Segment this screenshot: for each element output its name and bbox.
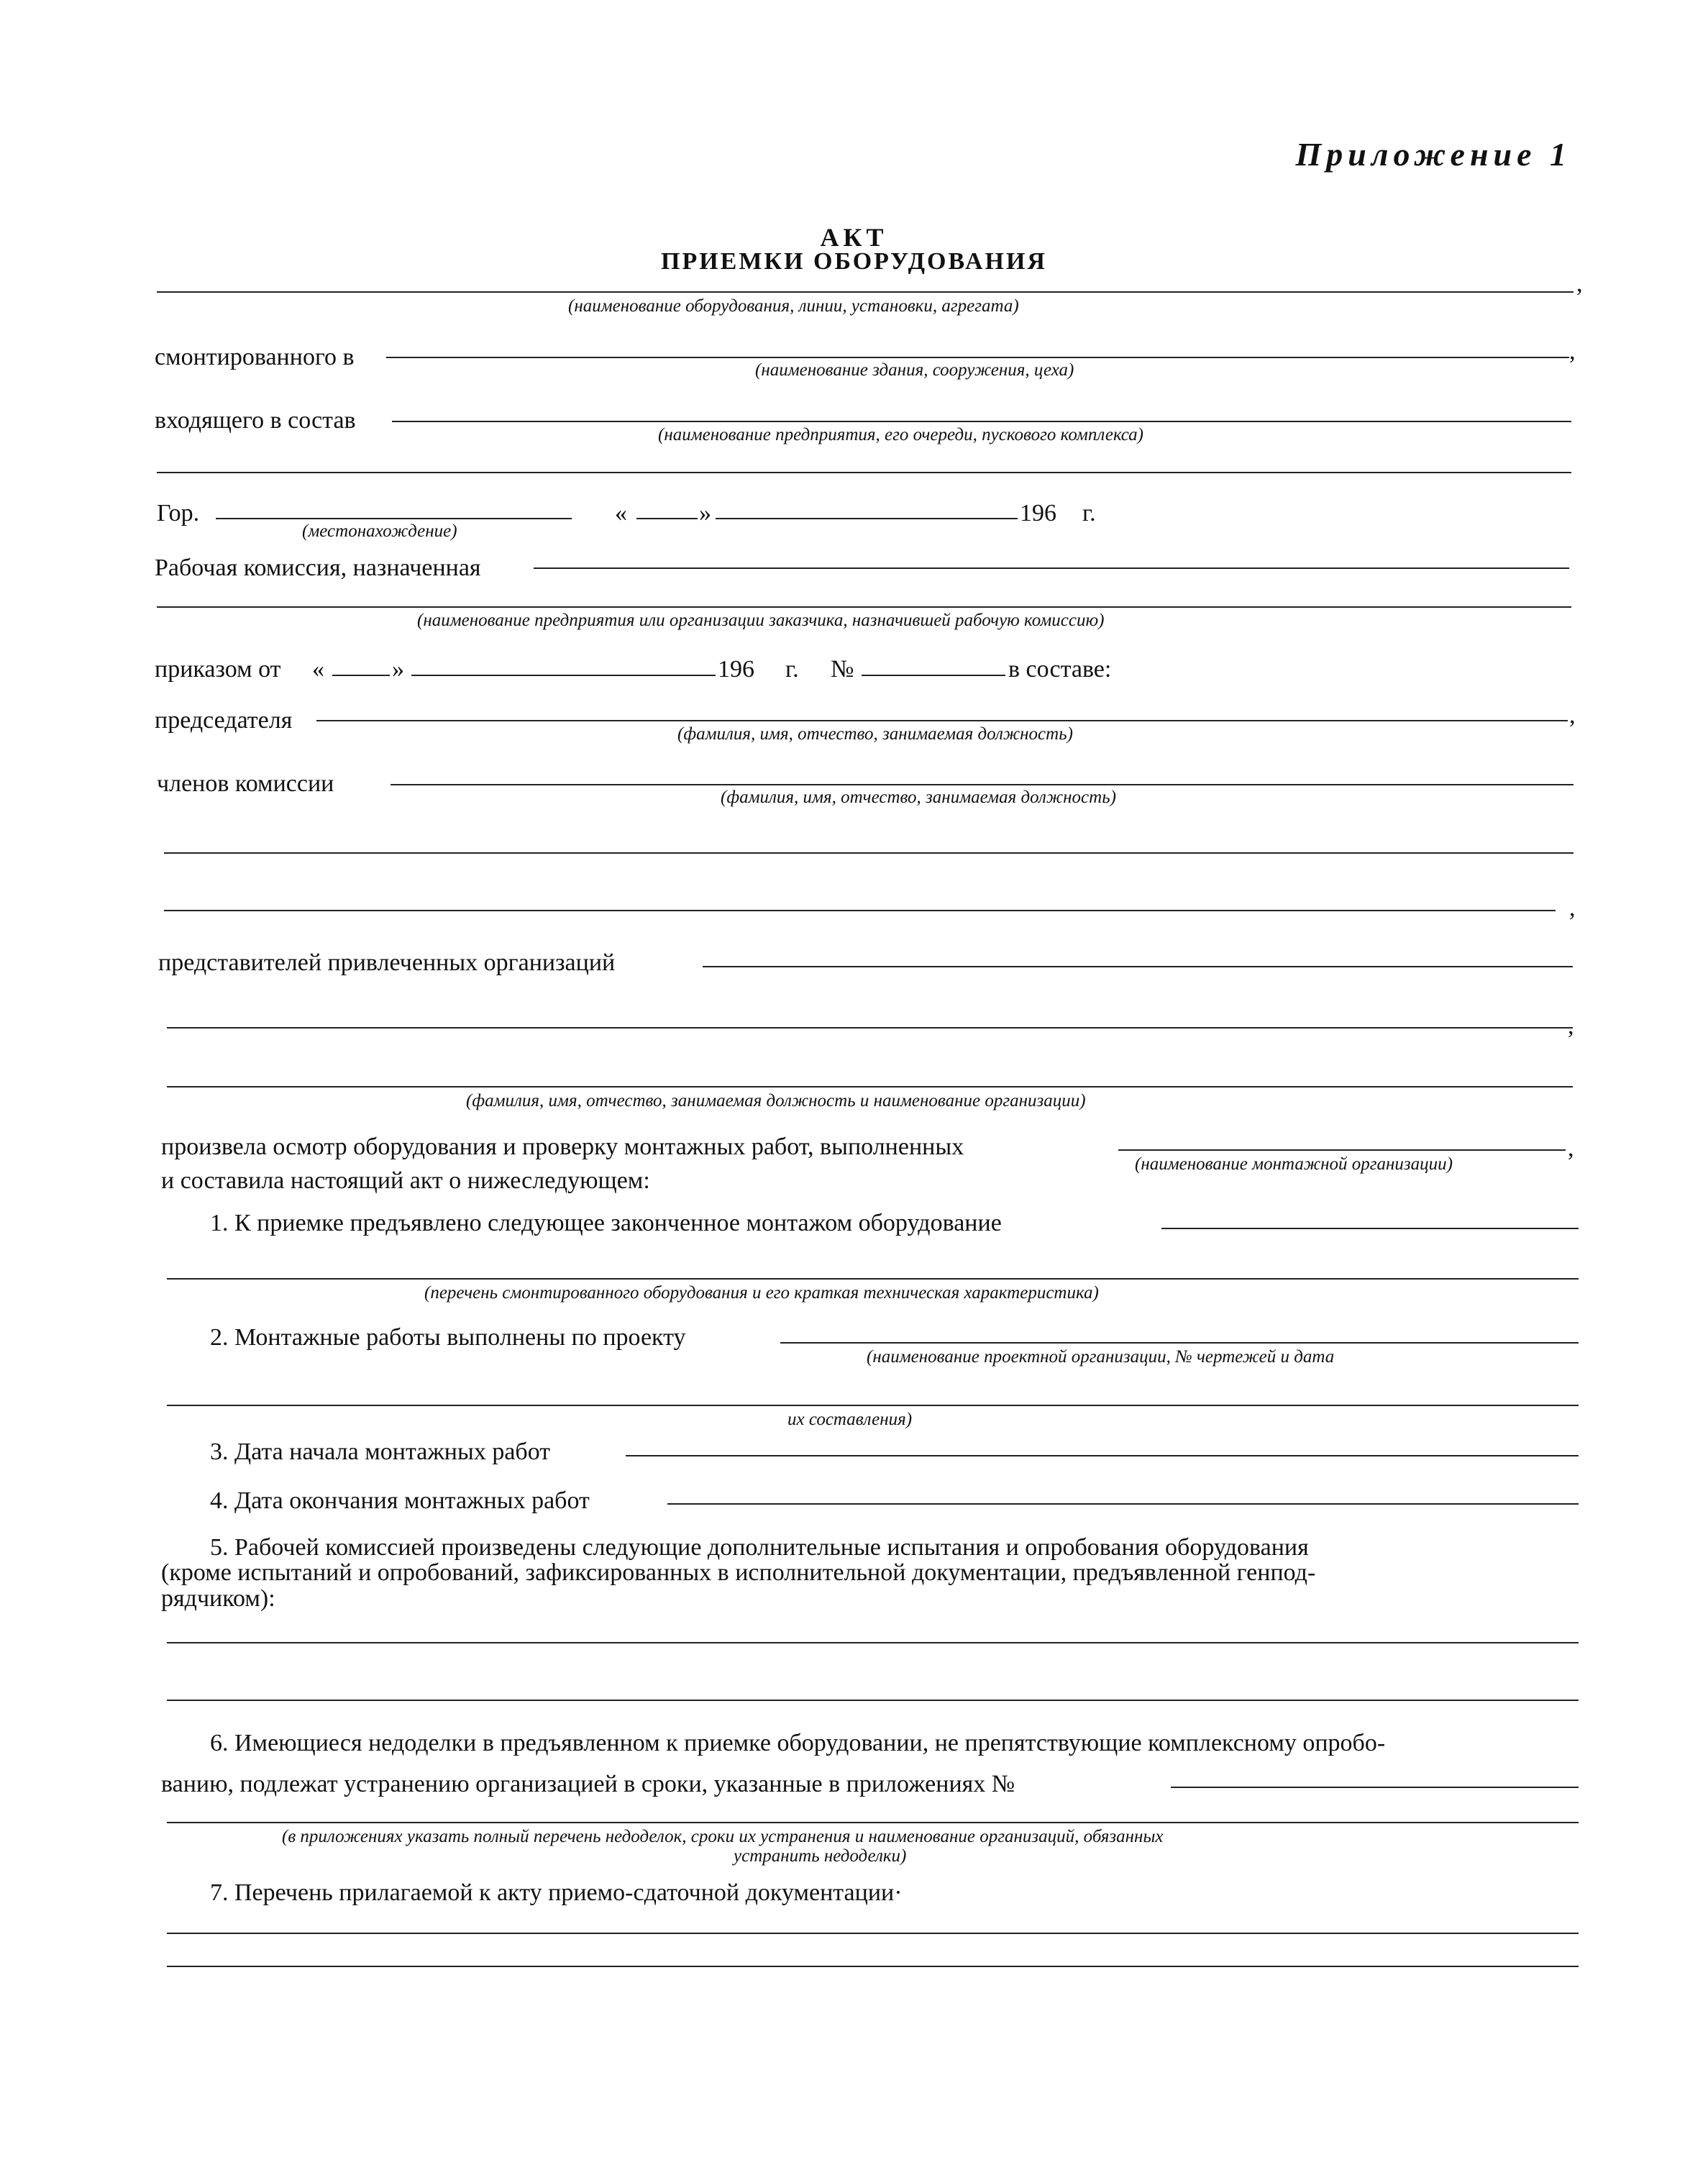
comma: , [1576,270,1583,297]
appendix-label: Приложение 1 [1295,136,1571,173]
order-year-prefix: 196 [718,656,754,683]
item-6-text-1: 6. Имеющиеся недоделки в предъявленном к приемке оборудовании, не препятствующие комплексному опробо- [210,1730,1386,1756]
item-1-line-2 [167,1278,1579,1280]
members-line-3 [164,910,1556,911]
item-7-line-2 [167,1966,1579,1967]
month-line [716,518,1018,519]
composition-label: в составе: [1008,656,1112,683]
item-7-line [167,1933,1579,1934]
comma: , [1569,895,1576,921]
chairman-label: председателя [155,707,293,734]
order-day-line [332,675,390,676]
order-year-suffix: г. [785,656,799,683]
installer-line [1118,1149,1566,1151]
building-line [386,357,1569,358]
members-caption: (фамилия, имя, отчество, занимаемая должность) [721,788,1116,807]
installer-caption: (наименование монтажной организации) [1135,1154,1453,1174]
customer-caption: (наименование предприятия или организации заказчика, назначившей рабочую комиссию) [417,611,1105,630]
building-caption: (наименование здания, сооружения, цеха) [755,360,1074,380]
members-line [391,784,1574,785]
inspected-text: произвела осмотр оборудования и проверку монтажных работ, выполненных [161,1134,964,1160]
item-5-text-2: (кроме испытаний и опробований, зафиксированных в исполнительной документации, предъявленной генпод- [161,1559,1316,1586]
chairman-caption: (фамилия, имя, отчество, занимаемая должность) [677,724,1073,744]
drew-up-text: и составила настоящий акт о нижеследующем: [161,1167,650,1194]
chairman-line [316,720,1568,721]
location-caption: (местонахождение) [302,521,457,541]
city-line [216,518,572,519]
day-line [636,518,698,519]
item-3-line [626,1455,1579,1456]
representatives-line-2 [167,1027,1573,1029]
comma: , [1569,702,1576,729]
item-6-line [1171,1787,1579,1788]
comma: , [1568,1135,1574,1162]
order-month-line [411,675,716,676]
defects-caption-2: устранить недоделки) [734,1846,907,1866]
quote-close: » [392,656,404,683]
enterprise-line [392,421,1571,422]
equipment-list-caption: (перечень смонтированного оборудования и его краткая техническая характеристика) [424,1283,1099,1303]
defects-caption-1: (в приложениях указать полный перечень недоделок, сроки их устранения и наименование организаций, обязанных [282,1827,1164,1846]
item-4-line [667,1503,1579,1505]
commission-line [534,567,1569,569]
enterprise-caption: (наименование предприятия, его очереди, пускового комплекса) [658,425,1143,444]
mounted-in-label: смонтированного в [155,344,355,370]
item-5-text-3: рядчиком): [161,1585,275,1612]
item-3-text: 3. Дата начала монтажных работ [210,1438,551,1465]
order-label: приказом от [155,656,281,683]
members-line-2 [164,852,1574,854]
item-1-text: 1. К приемке предъявлено следующее законченное монтажом оборудование [210,1210,1002,1236]
act-title: АКТ [820,223,888,252]
representatives-label: представителей привлеченных организаций [158,949,616,976]
act-subtitle: ПРИЕМКИ ОБОРУДОВАНИЯ [661,248,1047,275]
project-caption-1: (наименование проектной организации, № чертежей и дата [867,1347,1335,1367]
item-5-text-1: 5. Рабочей комиссией произведены следующие дополнительные испытания и опробования оборудования [210,1534,1309,1561]
representatives-caption: (фамилия, имя, отчество, занимаемая должность и наименование организации) [466,1091,1086,1111]
city-label: Гор. [157,500,200,526]
enterprise-line-2 [157,472,1571,473]
item-2-line [780,1342,1579,1344]
item-2-text: 2. Монтажные работы выполнены по проекту [210,1324,686,1351]
customer-line [157,606,1571,608]
year-suffix: г. [1082,500,1096,526]
equipment-name-line [157,291,1574,293]
quote-open: « [615,500,627,526]
part-of-label: входящего в состав [155,407,356,434]
comma: , [1568,1013,1574,1039]
equipment-caption: (наименование оборудования, линии, установки, агрегата) [568,296,1019,316]
item-2-line-2 [167,1405,1579,1406]
item-4-text: 4. Дата окончания монтажных работ [210,1487,590,1514]
item-1-line [1161,1228,1579,1229]
order-number-sign: № [831,656,854,683]
item-5-line-2 [167,1700,1579,1701]
order-number-line [862,675,1005,676]
quote-close: » [699,500,711,526]
representatives-line [703,966,1573,967]
representatives-line-3 [167,1086,1573,1087]
quote-open: « [312,656,324,683]
item-7-text: 7. Перечень прилагаемой к акту приемо-сдаточной документации· [210,1879,903,1906]
project-caption-2: их составления) [787,1410,913,1429]
comma: , [1569,338,1576,365]
year-prefix: 196 [1020,500,1056,526]
members-label: членов комиссии [157,770,334,797]
item-6-text-2: ванию, подлежат устранению организацией в сроки, указанные в приложениях № [161,1771,1015,1797]
item-6-line-2 [167,1822,1579,1823]
item-5-line [167,1642,1579,1643]
commission-label: Рабочая комиссия, назначенная [155,555,481,581]
